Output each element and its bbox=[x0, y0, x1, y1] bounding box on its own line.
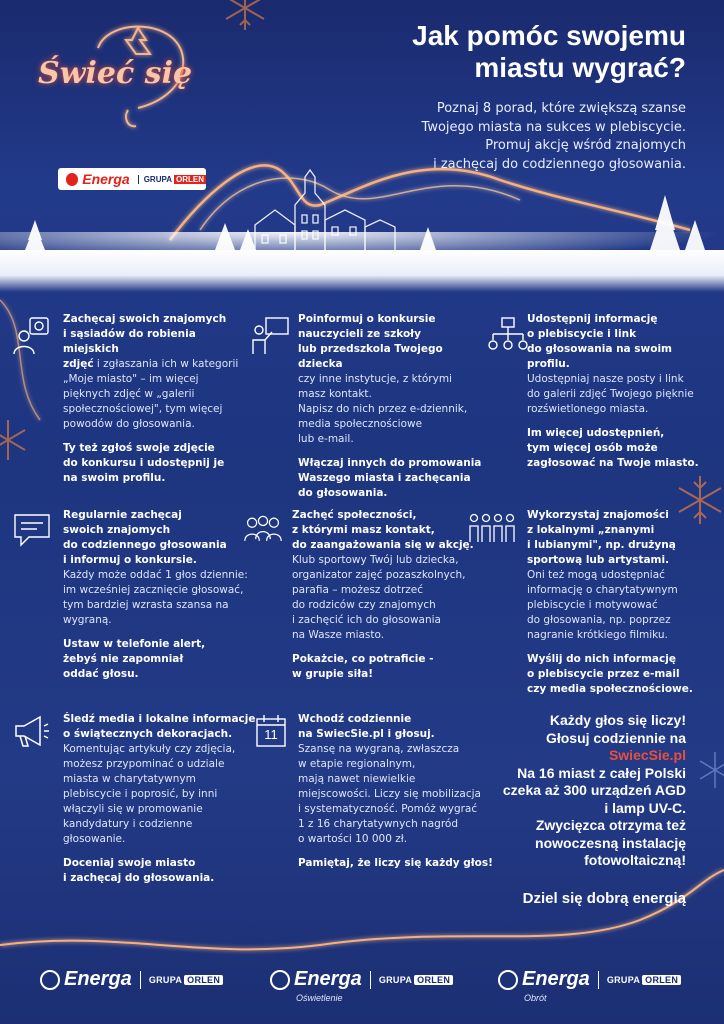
tip-2 bbox=[298, 312, 488, 501]
website-link[interactable]: SwiecSie.pl bbox=[608, 747, 686, 763]
network-share-icon bbox=[488, 316, 528, 356]
body-line: do głosowania, np. poprzez bbox=[527, 614, 671, 626]
body-line: Udostępniaj nasze posty i link bbox=[527, 373, 684, 385]
tail-line: Doceniaj swoje miasto bbox=[63, 857, 196, 869]
photo-person-icon bbox=[12, 316, 52, 356]
energa-mark-icon bbox=[498, 970, 518, 990]
footer-logo-energa-obrot bbox=[498, 968, 681, 991]
cta-line: Zwycięzca otrzyma też bbox=[535, 817, 686, 833]
heading-line: i lubianymi", np. drużyną bbox=[527, 539, 676, 551]
snowflake-icon bbox=[700, 752, 724, 788]
heading-line: o świątecznych dekoracjach. bbox=[63, 728, 233, 740]
body-line: 1 z 16 charytatywnych nagród bbox=[298, 818, 458, 830]
tip-heading bbox=[527, 508, 717, 568]
tip-heading bbox=[63, 508, 253, 568]
tail-line: do konkursu i udostępnij je bbox=[63, 457, 225, 469]
body-line: media społecznościowe bbox=[298, 418, 423, 430]
heading-line: i informuj o konkursie. bbox=[63, 554, 197, 566]
body-text: i zgłaszania ich w kategorii bbox=[93, 358, 239, 370]
tip-tail bbox=[63, 637, 253, 682]
snowflake-icon bbox=[226, 0, 264, 30]
tail-line: do głosowania. bbox=[298, 487, 388, 499]
tip-tail bbox=[527, 652, 717, 697]
tail-line: o plebiscycie przez e-mail bbox=[527, 668, 680, 680]
grupa-label: GRUPA bbox=[148, 974, 183, 985]
tail-line: Włączaj innych do promowania bbox=[298, 457, 482, 469]
body-line: na Wasze miasto. bbox=[292, 629, 385, 641]
tail-line: Ustaw w telefonie alert, bbox=[63, 638, 206, 650]
body-line: „Moje miasto" – im więcej bbox=[63, 373, 199, 385]
tail-line: czy media społecznościowe. bbox=[527, 683, 693, 695]
footer-logo-energa bbox=[40, 968, 223, 991]
page-title bbox=[326, 20, 686, 84]
energa-mark-icon bbox=[270, 970, 290, 990]
heading-line: nauczycieli ze szkoły bbox=[298, 328, 421, 340]
cta-line: Każdy głos się liczy! bbox=[549, 712, 686, 728]
footer-logo-energa-oswietlenie bbox=[270, 968, 453, 991]
body-line: parafia – możesz dotrzeć bbox=[292, 584, 424, 596]
body-line: im wcześniej zacznięcie głosować, bbox=[63, 584, 244, 596]
share-slogan: Dziel się dobrą energią bbox=[522, 890, 686, 907]
oswietlenie-label: Oświetlenie bbox=[296, 993, 343, 1003]
heading-line: z którymi masz kontakt, bbox=[292, 524, 435, 536]
grupa-label: GRUPA bbox=[378, 974, 413, 985]
cta-line: Na 16 miast z całej Polski bbox=[517, 764, 686, 781]
body-line: Komentując artykuły czy zdjęcia, bbox=[63, 743, 236, 755]
teacher-board-icon bbox=[250, 316, 290, 356]
calendar-day: 11 bbox=[264, 727, 278, 742]
heading-line: Poinformuj o konkursie bbox=[298, 313, 436, 325]
obrot-label: Obrót bbox=[524, 993, 547, 1003]
snow-ground bbox=[0, 250, 724, 292]
orlen-label: ORLEN bbox=[642, 975, 681, 985]
body-line: głosowanie. bbox=[63, 833, 126, 845]
logo-text: Świeć się bbox=[38, 56, 193, 91]
tail-line: tym więcej osób może bbox=[527, 442, 658, 454]
tail-line: oddać głosu. bbox=[63, 668, 139, 680]
tail-line: na swoim profilu. bbox=[63, 472, 166, 484]
body-line: nagranie krótkiego filmiku. bbox=[527, 629, 668, 641]
energa-wordmark: Energa bbox=[294, 968, 362, 990]
heading-line: do codziennego głosowania bbox=[63, 539, 227, 551]
tip-5 bbox=[292, 508, 488, 682]
tail-line: w grupie siła! bbox=[292, 668, 374, 680]
body-line: powodów do głosowania. bbox=[63, 418, 195, 430]
body-line: miejscowości. Liczy się mobilizacja bbox=[298, 788, 481, 800]
tail-line: Pokażcie, co potraficie - bbox=[292, 653, 434, 665]
tip-body bbox=[298, 372, 488, 447]
subtitle-line: i zachęcaj do codziennego głosowania. bbox=[433, 156, 686, 172]
body-line: do rodziców czy znajomych bbox=[292, 599, 436, 611]
body-line: o wartości 10 000 zł. bbox=[298, 833, 408, 845]
heading-line: swoich znajomych bbox=[63, 524, 171, 536]
cta-line: Głosuj codziennie na bbox=[545, 729, 686, 746]
body-line: Każdy może oddać 1 głos dziennie: bbox=[63, 569, 248, 581]
tail-line: i zachęcaj do głosowania. bbox=[63, 872, 215, 884]
subtitle-line: Promuj akcję wśród znajomych bbox=[485, 138, 686, 153]
heading-line: Śledź media i lokalne informacje bbox=[63, 713, 256, 725]
tip-heading bbox=[63, 712, 259, 742]
energa-wordmark: Energa bbox=[64, 968, 132, 990]
cta-line: nowoczesną instalację bbox=[535, 834, 686, 851]
tip-tail bbox=[63, 856, 259, 886]
tail-line: Im więcej udostępnień, bbox=[527, 427, 665, 439]
hero-subtitle bbox=[356, 100, 686, 174]
body-line: kandydatury i codzienne bbox=[63, 818, 193, 830]
body-line: włączyli się w promowanie bbox=[63, 803, 203, 815]
tip-6 bbox=[527, 508, 717, 697]
body-line: czy inne instytucje, z którymi bbox=[298, 373, 452, 385]
cta-line: czeka aż 300 urządzeń AGD bbox=[502, 782, 686, 798]
tail-line: Pamiętaj, że liczy się każdy głos! bbox=[298, 857, 493, 869]
orlen-label: ORLEN bbox=[184, 975, 223, 985]
calendar-icon bbox=[256, 714, 286, 748]
tip-body bbox=[527, 568, 717, 643]
cta-line: fotowoltaiczną! bbox=[584, 852, 686, 868]
heading-line: Zachęcaj swoich znajomych bbox=[63, 313, 227, 325]
tip-tail bbox=[292, 652, 488, 682]
body-line: mają nawet niewielkie bbox=[298, 773, 416, 785]
tip-body bbox=[63, 372, 253, 432]
energa-wordmark: Energa bbox=[82, 171, 130, 187]
tip-heading bbox=[292, 508, 488, 553]
body-line: informację o charytatywnym bbox=[527, 584, 678, 596]
body-line: i zachęcić ich do głosowania bbox=[292, 614, 441, 626]
body-line: organizator zajęć pozaszkolnych, bbox=[292, 569, 466, 581]
tip-3 bbox=[527, 312, 717, 471]
tip-1 bbox=[63, 312, 253, 486]
body-line: Napisz do nich przez e-dziennik, bbox=[298, 403, 468, 415]
body-line: społecznościowej", tym więcej bbox=[63, 403, 223, 415]
bold-word: zdjęć bbox=[63, 358, 94, 370]
heading-line: Zachęć społeczności, bbox=[292, 509, 417, 521]
body-line: tym bardziej wzrasta szansa na bbox=[63, 599, 229, 611]
tail-line: zagłosować na Twoje miasto. bbox=[527, 457, 699, 469]
body-line: plebiscycie i motywować bbox=[527, 599, 658, 611]
subtitle-line: Poznaj 8 porad, które zwiększą szanse bbox=[436, 101, 686, 116]
orlen-label: ORLEN bbox=[176, 174, 204, 184]
body-line: Szansę na wygraną, zwłaszcza bbox=[298, 743, 460, 755]
tip-7 bbox=[63, 712, 259, 886]
tip-tail bbox=[527, 426, 717, 471]
divider bbox=[598, 971, 599, 989]
tip-line bbox=[63, 357, 253, 372]
body-line: Oni też mogą udostępniać bbox=[527, 569, 665, 581]
body-line: w etapie regionalnym, bbox=[298, 758, 416, 770]
tip-4 bbox=[63, 508, 253, 682]
tail-line: Ty też zgłoś swoje zdjęcie bbox=[63, 442, 215, 454]
heading-line: Regularnie zachęcaj bbox=[63, 509, 182, 521]
heading-line: do głosowania na swoim profilu. bbox=[527, 343, 672, 370]
heading-line: Wchodź codziennie bbox=[298, 713, 412, 725]
tip-body bbox=[292, 553, 488, 643]
heading-line: na SwiecSie.pl i głosuj. bbox=[298, 728, 435, 740]
title-line: Jak pomóc swojemu bbox=[412, 20, 686, 51]
orlen-label: ORLEN bbox=[414, 975, 453, 985]
energa-wordmark: Energa bbox=[522, 968, 590, 990]
title-line: miastu wygrać? bbox=[474, 52, 686, 83]
heading-line: o plebiscycie i link bbox=[527, 328, 637, 340]
body-line: rozświetlonego miasta. bbox=[527, 403, 649, 415]
tip-heading bbox=[63, 312, 253, 357]
heading-line: i sąsiadów do robienia miejskich bbox=[63, 328, 196, 355]
tail-line: Waszego miasta i zachęcania bbox=[298, 472, 471, 484]
chat-bubble-icon bbox=[12, 510, 52, 550]
heading-line: Wykorzystaj znajomości bbox=[527, 509, 669, 521]
grupa-label: GRUPA bbox=[606, 974, 641, 985]
tip-tail bbox=[298, 456, 488, 501]
body-line: plebiscycie i poprosić, by inni bbox=[63, 788, 218, 800]
tip-heading bbox=[527, 312, 717, 372]
divider bbox=[370, 971, 371, 989]
heading-line: Udostępnij informację bbox=[527, 313, 658, 325]
tip-body bbox=[63, 742, 259, 847]
subtitle-line: Twojego miasta na sukces w plebiscycie. bbox=[421, 119, 686, 135]
divider bbox=[140, 971, 141, 989]
tip-body bbox=[63, 568, 253, 628]
tip-tail bbox=[63, 441, 253, 486]
call-to-action bbox=[446, 712, 686, 870]
body-line: lub e-mail. bbox=[298, 433, 354, 445]
tail-line: Wyślij do nich informację bbox=[527, 653, 676, 665]
heading-line: sportową lub artystami. bbox=[527, 554, 670, 566]
grupa-label: GRUPA bbox=[138, 175, 172, 184]
body-line: do galerii zdjęć Twojego pięknie bbox=[527, 388, 694, 400]
megaphone-icon bbox=[12, 712, 52, 752]
body-line: i systematyczność. Pomóż wygrać bbox=[298, 803, 478, 815]
body-line: masz kontakt. bbox=[298, 388, 372, 400]
energa-mark-icon bbox=[40, 970, 60, 990]
body-line: wygraną. bbox=[63, 614, 112, 626]
body-line: Klub sportowy Twój lub dziecka, bbox=[292, 554, 459, 566]
snowflake-icon bbox=[0, 420, 25, 460]
body-line: pięknych zdjęć w „galerii bbox=[63, 388, 195, 400]
tail-line: żebyś nie zapomniał bbox=[63, 653, 184, 665]
body-line: miasta w charytatywnym bbox=[63, 773, 196, 785]
cta-line: i lamp UV-C. bbox=[604, 799, 686, 816]
body-line: możesz przypominać o udziale bbox=[63, 758, 225, 770]
tip-heading bbox=[298, 312, 488, 372]
heading-line: z lokalnymi „znanymi bbox=[527, 524, 655, 536]
heading-line: lub przedszkola Twojego dziecka bbox=[298, 343, 443, 370]
tip-body bbox=[527, 372, 717, 417]
heading-line: do zaangażowania się w akcję. bbox=[292, 539, 474, 551]
